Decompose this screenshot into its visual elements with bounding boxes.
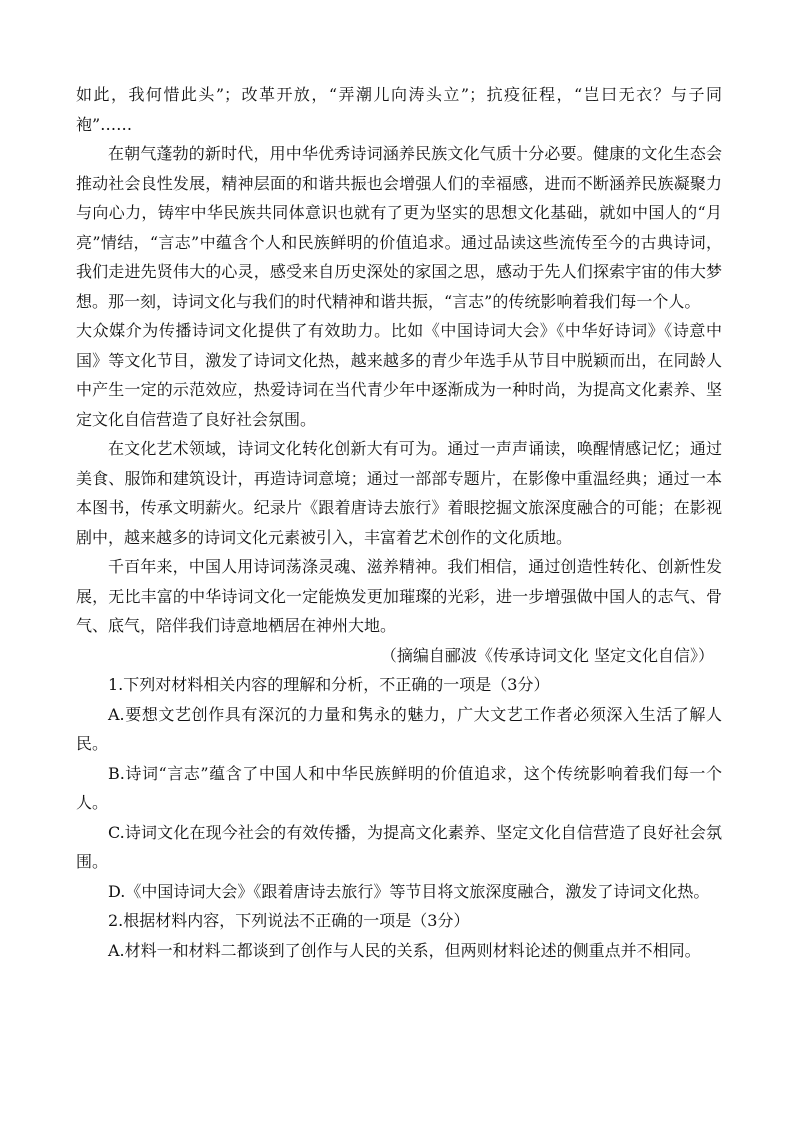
- question-option-a: A.材料一和材料二都谈到了创作与人民的关系，但两则材料论述的侧重点并不相同。: [108, 940, 701, 960]
- question-1: [76, 670, 722, 906]
- paragraph-continuation: 如此，我何惜此头”；改革开放，“弄潮儿向涛头立”；抗疫征程，“岂曰无衣？与子同袍”……: [76, 85, 722, 134]
- question-option-b: B.诗词“言志”蕴含了中国人和中华民族鲜明的价值追求，这个传统影响着我们每一个人。: [76, 763, 722, 812]
- document-body: [76, 80, 722, 965]
- paragraph: 在文化艺术领域，诗词文化转化创新大有可为。通过一声声诵读，唤醒情感记忆；通过美食、服饰和建筑设计，再造诗词意境；通过一部部专题片，在影像中重温经典；通过一本本图书，传承文明薪火。纪录片《跟着唐诗去旅行》着眼挖掘文旅深度融合的可能；在影视剧中，越来越多的诗词文化元素被引入，丰富着艺术创作的文化质地。: [76, 439, 722, 547]
- paragraph: 千百年来，中国人用诗词荡涤灵魂、滋养精神。我们相信，通过创造性转化、创新性发展，无比丰富的中华诗词文化一定能焕发更加璀璨的光彩，进一步增强做中国人的志气、骨气、底气，陪伴我们诗意地栖居在神州大地。: [76, 557, 722, 635]
- question-option-d: D.《中国诗词大会》《跟着唐诗去旅行》等节目将文旅深度融合，激发了诗词文化热。: [108, 881, 710, 901]
- question-option-c: C.诗词文化在现今社会的有效传播，为提高文化素养、坚定文化自信营造了良好社会氛围。: [76, 822, 722, 871]
- question-2: [76, 906, 722, 965]
- question-stem: 2.根据材料内容，下列说法不正确的一项是（3分）: [108, 911, 470, 930]
- source-citation: （摘编自郦波《传承诗词文化 坚定文化自信》）: [380, 645, 714, 665]
- paragraph: 大众媒介为传播诗词文化提供了有效助力。比如《中国诗词大会》《中华好诗词》《诗意中国》等文化节目，激发了诗词文化热，越来越多的青少年选手从节目中脱颖而出，在同龄人中产生一定的示范效应，热爱诗词在当代青少年中逐渐成为一种时尚，为提高文化素养、坚定文化自信营造了良好社会氛围。: [76, 321, 722, 429]
- question-option-a: A.要想文艺创作具有深沉的力量和隽永的魅力，广大文艺工作者必须深入生活了解人民。: [76, 704, 722, 753]
- question-stem: 1.下列对材料相关内容的理解和分析，不正确的一项是（3分）: [108, 675, 550, 694]
- paragraph: 在朝气蓬勃的新时代，用中华优秀诗词涵养民族文化气质十分必要。健康的文化生态会推动社会良性发展，精神层面的和谐共振也会增强人们的幸福感，进而不断涵养民族凝聚力与向心力，铸牢中华民族共同体意识也就有了更为坚实的思想文化基础，就如中国人的“月亮”情结，“言志”中蕴含个人和民族鲜明的价值追求。通过品读这些流传至今的古典诗词，我们走进先贤伟大的心灵，感受来自历史深处的家国之思，感动于先人们探索宇宙的伟大梦想。那一刻，诗词文化与我们的时代精神和谐共振，“言志”的传统影响着我们每一个人。: [76, 144, 722, 311]
